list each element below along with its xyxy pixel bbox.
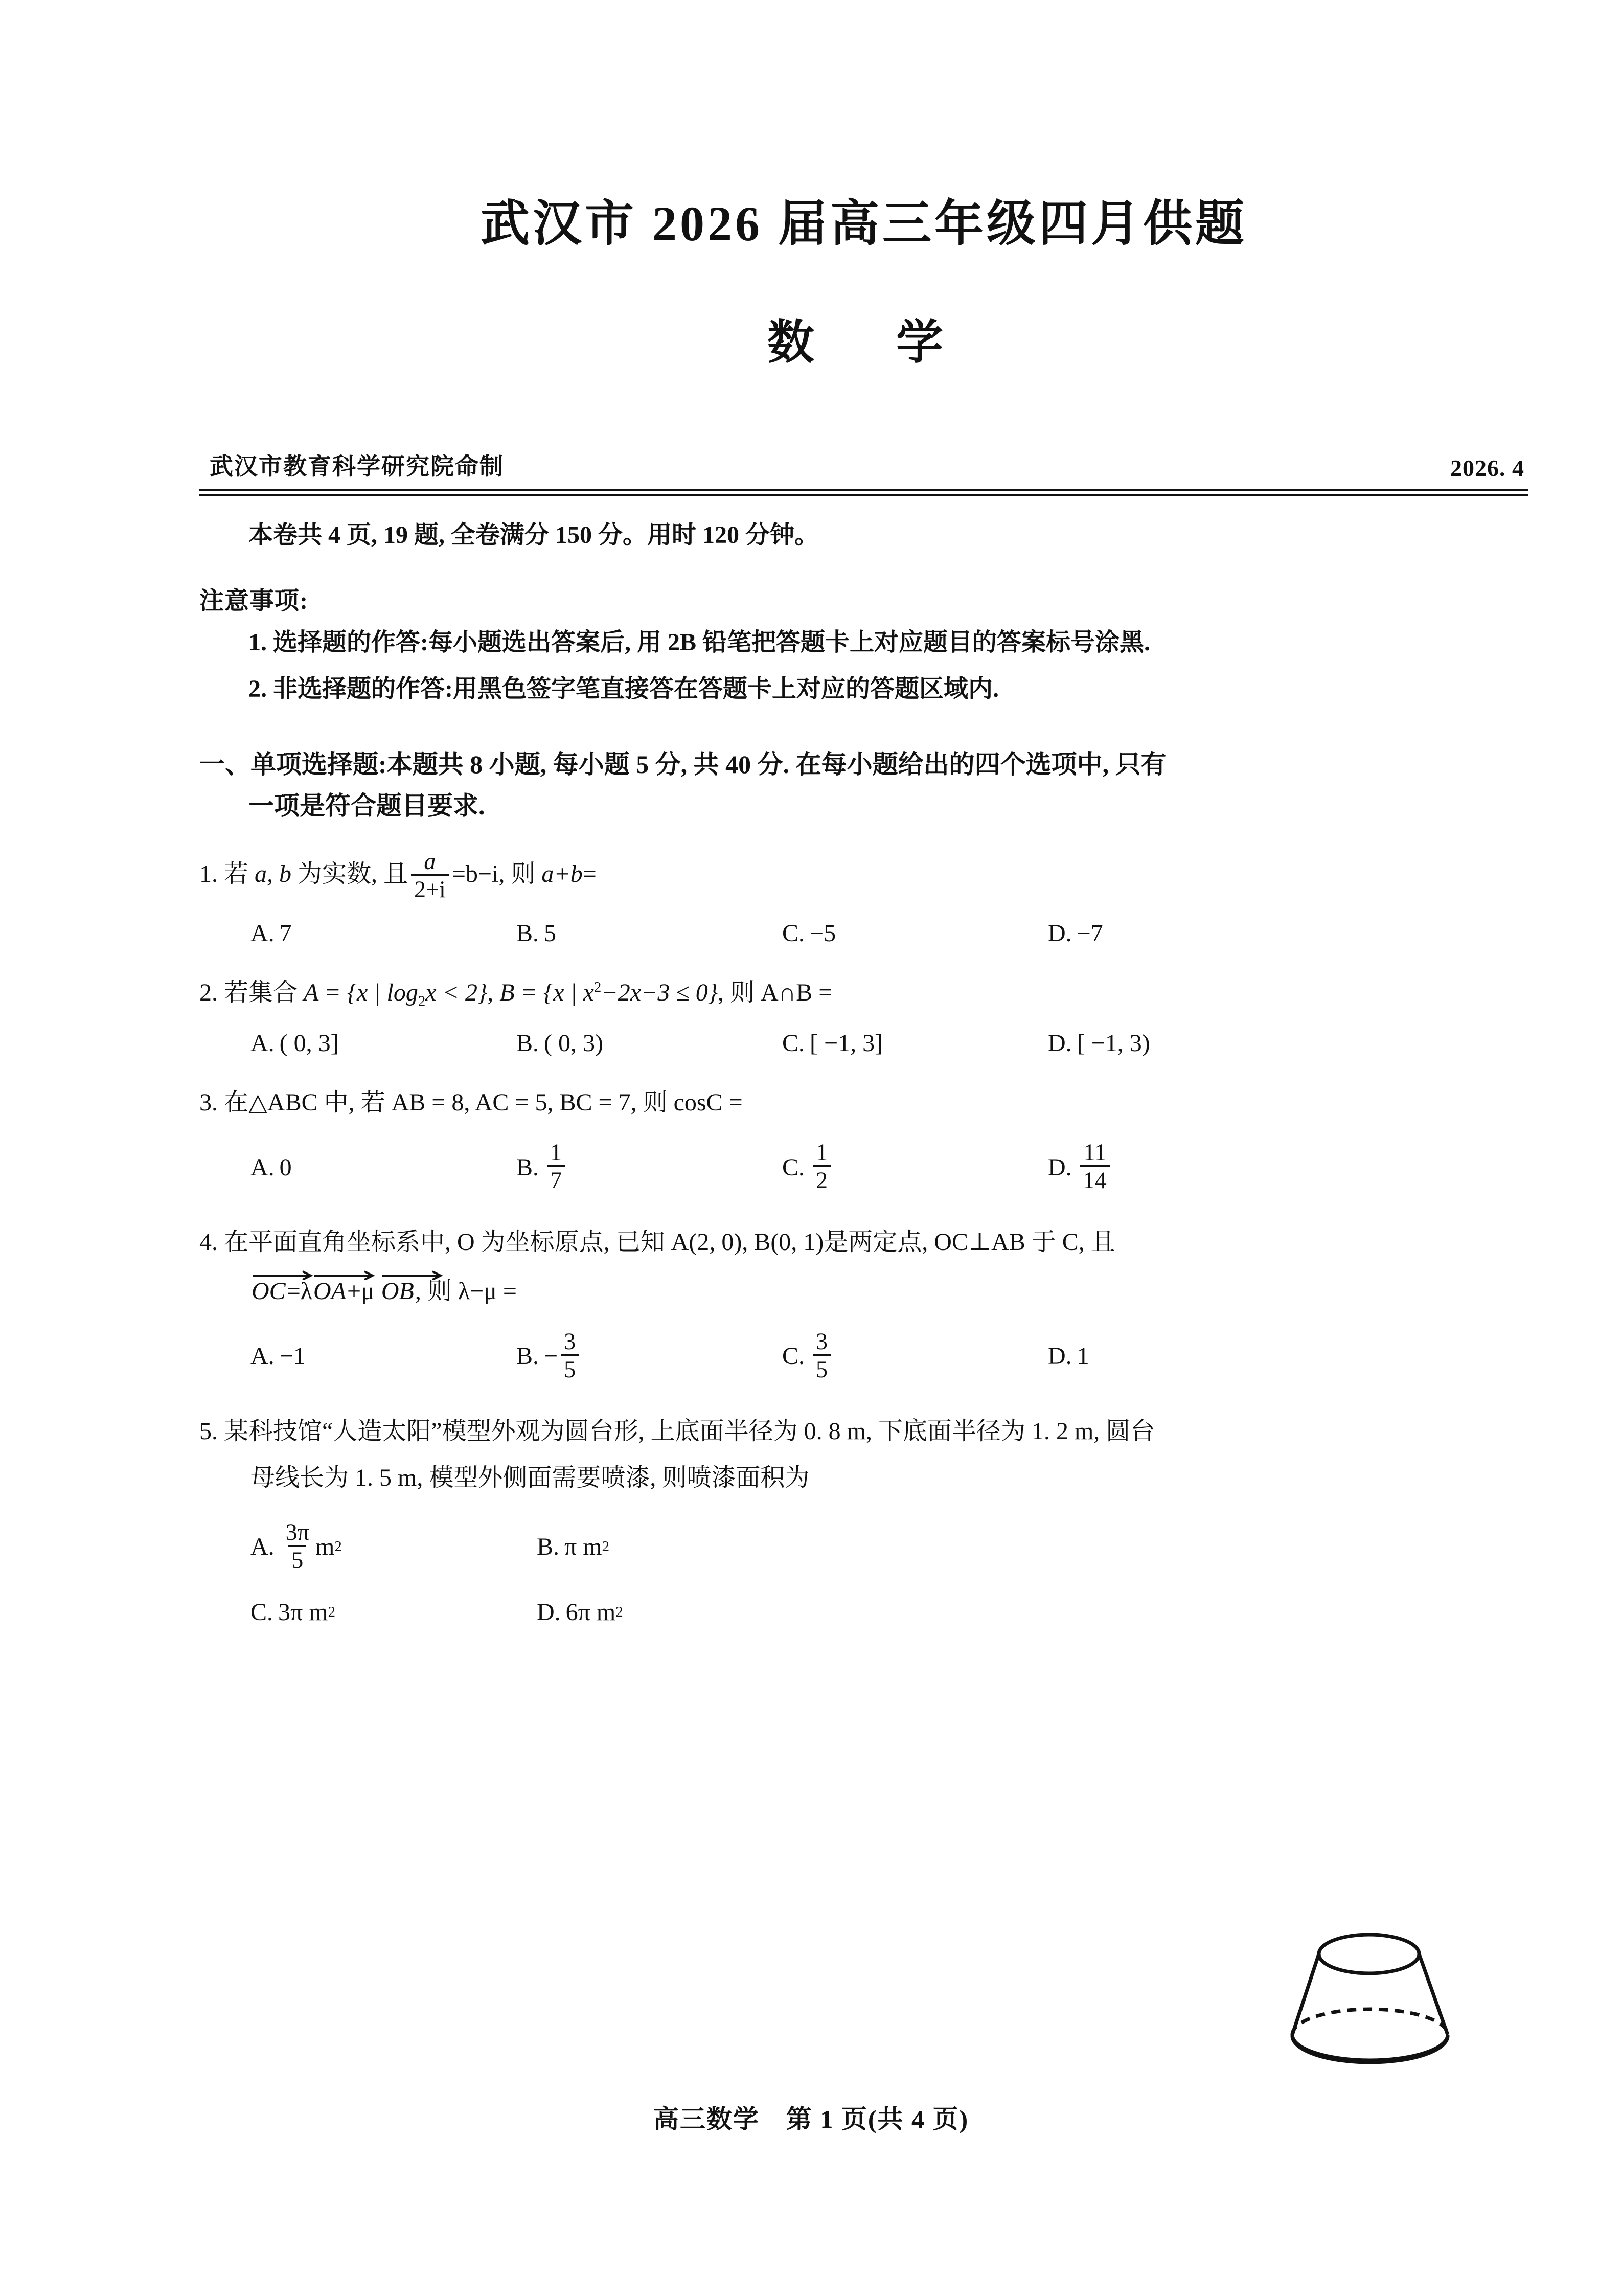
q1-option-a[interactable]: [250, 919, 516, 947]
q2-option-b-label: B.: [516, 1030, 539, 1057]
question-3-options: [199, 1133, 1528, 1201]
q3-number: 3.: [199, 1088, 218, 1116]
q4-option-b[interactable]: [516, 1330, 782, 1382]
question-1-options: [199, 916, 1528, 951]
q1-option-a-label: A.: [250, 920, 275, 947]
q4-vector-ob: [381, 1271, 414, 1309]
q4-vector-oa: [313, 1271, 346, 1309]
q1-text-mid: 为实数, 且: [291, 860, 408, 888]
question-2: [199, 975, 1528, 1061]
q4-option-d-value: 1: [1077, 1343, 1089, 1370]
q3-option-c-den: 2: [813, 1165, 831, 1192]
section-heading-line2: 一项是符合题目要求.: [248, 791, 485, 820]
q3-option-d-fraction: [1080, 1140, 1110, 1192]
q2-option-c-label: C.: [782, 1030, 805, 1057]
q4-ob-label: OB: [381, 1278, 414, 1305]
q2-option-c[interactable]: [782, 1029, 1048, 1057]
q1-text-pre: 若: [224, 860, 255, 888]
q1-option-a-value: 7: [279, 920, 292, 947]
q4-vector-oc: [252, 1271, 286, 1309]
q4-text-line1: 在平面直角坐标系中, O 为坐标原点, 已知 A(2, 0), B(0, 1)是两定点, OC⊥AB 于 C, 且: [224, 1229, 1115, 1256]
q2-option-d-label: D.: [1048, 1030, 1072, 1057]
byline: [199, 448, 1528, 482]
section-heading: [199, 744, 1528, 827]
q1-equation: =b−i, 则: [451, 860, 542, 888]
q1-fraction-denominator: 2+i: [411, 874, 449, 901]
q4-oa-label: OA: [313, 1278, 347, 1305]
q5-option-d[interactable]: [537, 1598, 823, 1626]
q2-set-a-rest: x < 2}: [425, 979, 488, 1006]
q5-option-d-unit-exp: 2: [615, 1604, 623, 1621]
q3-option-a-value: 0: [279, 1153, 292, 1181]
q1-option-d-value: −7: [1077, 920, 1103, 947]
q3-option-d-num: 11: [1083, 1139, 1106, 1166]
question-5-stem: [199, 1414, 1528, 1496]
q2-option-d-value: [ −1, 3): [1077, 1030, 1150, 1057]
q2-comma: ,: [487, 979, 500, 1006]
q4-option-b-num: 3: [564, 1328, 576, 1354]
q4-option-b-den: 5: [561, 1354, 579, 1381]
question-1-stem: [199, 850, 1528, 902]
q1-number: 1.: [199, 860, 218, 888]
q5-option-c[interactable]: [250, 1598, 537, 1626]
frustum-diagram: [1237, 1927, 1503, 2091]
vector-arrow-icon: [313, 1269, 375, 1280]
q2-log-base: 2: [418, 993, 426, 1010]
q5-text-line1: 某科技馆“人造太阳”模型外观为圆台形, 上底面半径为 0. 8 m, 下底面半径为 1. 2 m, 圆台: [224, 1417, 1155, 1445]
header-divider: [199, 489, 1528, 496]
byline-author: 武汉市教育科学研究院命制: [210, 453, 504, 480]
section-heading-line1: 一、单项选择题:本题共 8 小题, 每小题 5 分, 共 40 分. 在每小题给出的四个选项中, 只有: [199, 749, 1167, 779]
q3-text: 在△ABC 中, 若 AB = 8, AC = 5, BC = 7, 则 cosC =: [224, 1088, 743, 1116]
q4-option-c[interactable]: [782, 1330, 1048, 1382]
q5-options-row-1: [250, 1511, 1017, 1583]
q5-option-d-value: 6π m: [565, 1599, 616, 1626]
q2-option-c-value: [ −1, 3]: [810, 1030, 883, 1057]
byline-date: 2026. 4: [1450, 454, 1524, 481]
notice-item-2: 2. 非选择题的作答:用黑色签字笔直接答在答题卡上对应的答题区域内.: [248, 675, 999, 702]
q2-option-a-value: ( 0, 3]: [279, 1030, 339, 1057]
q3-option-d-label: D.: [1048, 1153, 1072, 1181]
q1-fraction: [411, 849, 449, 901]
q5-option-a-unit-exp: 2: [334, 1538, 342, 1555]
q5-option-a-unit: m: [315, 1533, 335, 1561]
q5-option-d-label: D.: [537, 1599, 561, 1626]
page-content: [199, 0, 1528, 1638]
q4-tail: , 则 λ−μ =: [415, 1278, 517, 1305]
q1-option-c-value: −5: [810, 920, 836, 947]
q3-option-d[interactable]: [1048, 1141, 1314, 1193]
question-1: [199, 850, 1528, 951]
footer-subject: 高三数学: [653, 2105, 760, 2133]
q1-option-d[interactable]: [1048, 919, 1314, 947]
q5-option-c-label: C.: [250, 1599, 273, 1626]
q4-option-b-sign: −: [544, 1343, 558, 1370]
q3-option-d-den: 14: [1080, 1165, 1110, 1192]
q5-option-c-value: 3π m: [278, 1599, 328, 1626]
q1-option-c-label: C.: [782, 920, 805, 947]
q5-option-a-num: 3π: [285, 1518, 309, 1545]
q3-option-a-label: A.: [250, 1153, 275, 1181]
q1-fraction-numerator: a: [424, 848, 436, 874]
q4-plus-mu: +μ: [347, 1278, 380, 1305]
q2-option-a-label: A.: [250, 1030, 275, 1057]
question-4: [199, 1224, 1528, 1390]
q4-option-d-label: D.: [1048, 1343, 1072, 1370]
q2-option-d[interactable]: [1048, 1029, 1314, 1057]
q3-option-c-label: C.: [782, 1153, 805, 1181]
q4-option-b-label: B.: [516, 1343, 539, 1370]
q4-option-c-fraction: [813, 1329, 831, 1381]
q2-tail: , 则 A∩B =: [717, 979, 833, 1006]
q4-eq-lambda: =λ: [286, 1278, 313, 1305]
q2-number: 2.: [199, 979, 218, 1006]
q2-text-p1: 若集合: [224, 979, 304, 1006]
q4-text-line2: [199, 1271, 1528, 1309]
q3-option-b-label: B.: [516, 1153, 539, 1181]
q5-option-b[interactable]: [537, 1533, 823, 1561]
q5-option-a[interactable]: [250, 1518, 537, 1573]
q5-text-line2: 母线长为 1. 5 m, 模型外侧面需要喷漆, 则喷漆面积为: [250, 1464, 810, 1492]
q2-set-b-rest: −2x−3 ≤ 0}: [601, 979, 718, 1006]
notice-heading: 注意事项:: [199, 587, 308, 615]
q4-option-b-fraction: [561, 1329, 579, 1381]
q3-option-c-num: 1: [816, 1139, 828, 1166]
question-4-options: [199, 1323, 1528, 1390]
q4-option-a-label: A.: [250, 1343, 275, 1370]
question-3-stem: [199, 1085, 1528, 1121]
q3-option-b[interactable]: [516, 1141, 782, 1193]
q1-vars: a, b: [255, 860, 292, 888]
vector-arrow-icon: [252, 1269, 313, 1280]
q5-option-b-value: π m: [564, 1533, 602, 1561]
q5-option-a-label: A.: [250, 1533, 275, 1561]
q3-option-c-fraction: [813, 1140, 831, 1192]
q1-option-b-label: B.: [516, 920, 539, 947]
page-title: 武汉市 2026 届高三年级四月供题: [481, 196, 1247, 251]
page-footer: [0, 2099, 1622, 2135]
q5-option-a-den: 5: [288, 1545, 306, 1572]
q4-option-c-den: 5: [813, 1354, 831, 1381]
q2-option-a[interactable]: [250, 1029, 516, 1057]
subject-title: 数 学: [767, 316, 961, 369]
q3-option-b-fraction: [547, 1140, 565, 1192]
q5-options-row-2: [250, 1587, 1017, 1638]
q1-option-c[interactable]: [782, 919, 1048, 947]
q3-option-c[interactable]: [782, 1141, 1048, 1193]
q5-option-b-unit-exp: 2: [602, 1538, 609, 1555]
q2-set-a: A = {x | log: [304, 979, 418, 1006]
question-5: [199, 1414, 1528, 1638]
q2-option-b[interactable]: [516, 1029, 782, 1057]
q1-option-b[interactable]: [516, 919, 782, 947]
q4-option-d[interactable]: [1048, 1342, 1314, 1370]
question-2-stem: [199, 975, 1528, 1012]
q2-exponent: 2: [593, 979, 602, 995]
q5-option-a-fraction: [283, 1520, 312, 1572]
frustum-shape-icon: [1237, 1927, 1503, 2091]
q2-option-b-value: ( 0, 3): [544, 1030, 603, 1057]
q4-option-c-label: C.: [782, 1343, 805, 1370]
q5-option-b-label: B.: [537, 1533, 560, 1561]
question-2-options: [199, 1026, 1528, 1061]
q3-option-b-num: 1: [550, 1139, 562, 1166]
q1-option-d-label: D.: [1048, 920, 1072, 947]
question-3: [199, 1085, 1528, 1201]
q4-number: 4.: [199, 1229, 218, 1256]
q2-set-b: B = {x | x: [499, 979, 594, 1006]
exam-info: 本卷共 4 页, 19 题, 全卷满分 150 分。用时 120 分钟。: [248, 521, 819, 549]
q4-option-a-value: −1: [279, 1343, 306, 1370]
q1-end: =: [582, 860, 597, 888]
q4-option-c-num: 3: [816, 1328, 828, 1354]
q3-option-b-den: 7: [547, 1165, 565, 1192]
q5-number: 5.: [199, 1417, 218, 1445]
question-4-stem: [199, 1224, 1528, 1309]
q4-option-a[interactable]: [250, 1342, 516, 1370]
q3-option-a[interactable]: [250, 1153, 516, 1181]
notice-item-1: 1. 选择题的作答:每小题选出答案后, 用 2B 铅笔把答题卡上对应题目的答案标号涂黑.: [248, 628, 1151, 656]
q4-oc-label: OC: [252, 1278, 286, 1305]
q1-tail: a+b: [541, 860, 583, 888]
q1-option-b-value: 5: [544, 920, 557, 947]
vector-arrow-icon: [381, 1269, 443, 1280]
q5-option-c-unit-exp: 2: [328, 1604, 335, 1621]
footer-page-number: 第 1 页(共 4 页): [786, 2105, 969, 2133]
question-5-options: [199, 1511, 1017, 1638]
